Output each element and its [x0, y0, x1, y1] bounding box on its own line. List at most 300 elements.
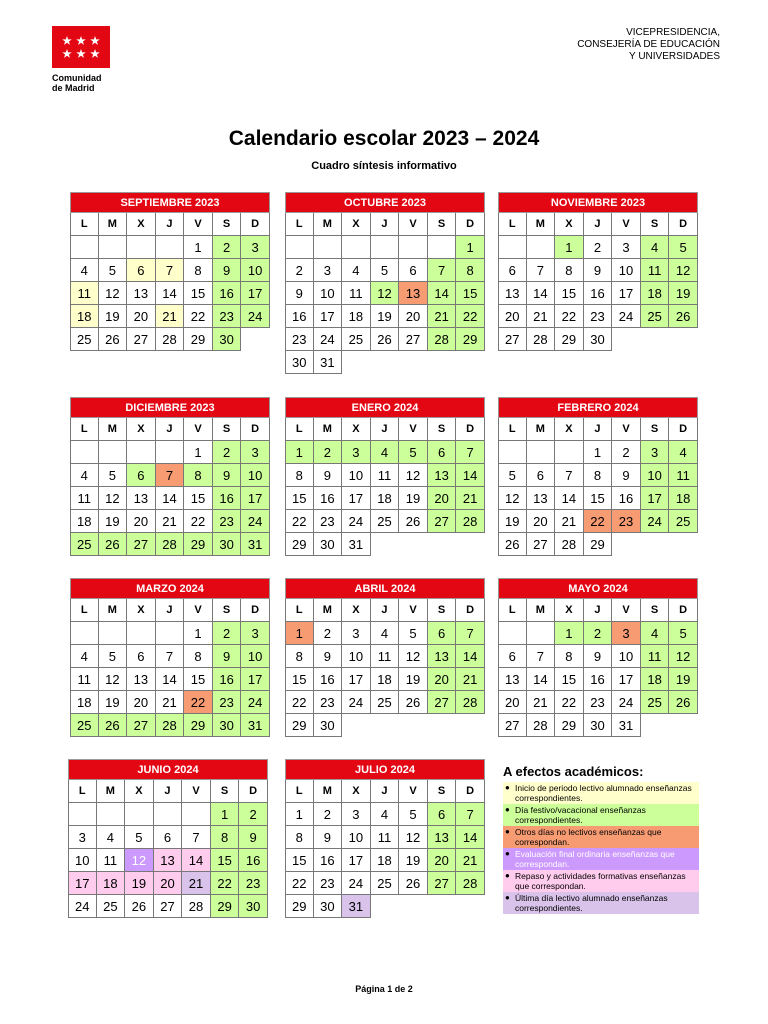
weekday-header: L [68, 780, 97, 803]
empty-cell [314, 236, 343, 259]
day-cell: 1 [555, 236, 584, 259]
day-cell: 16 [239, 849, 268, 872]
day-cell: 11 [641, 645, 670, 668]
weekday-header: S [213, 213, 242, 236]
day-cell: 17 [612, 668, 641, 691]
day-cell: 5 [125, 826, 154, 849]
day-cell: 22 [184, 305, 213, 328]
legend-item [503, 826, 699, 848]
day-cell: 10 [612, 259, 641, 282]
day-cell: 14 [182, 849, 211, 872]
day-cell: 14 [527, 668, 556, 691]
day-cell: 2 [285, 259, 314, 282]
day-cell: 20 [127, 510, 156, 533]
day-cell: 11 [97, 849, 126, 872]
weekday-header: L [70, 418, 99, 441]
weekday-header: V [184, 418, 213, 441]
day-cell: 24 [342, 872, 371, 895]
day-cell: 3 [612, 622, 641, 645]
day-cell: 13 [428, 826, 457, 849]
day-cell: 6 [428, 441, 457, 464]
day-cell: 10 [342, 826, 371, 849]
day-cell: 27 [399, 328, 428, 351]
day-cell: 27 [498, 328, 527, 351]
day-cell: 29 [184, 533, 213, 556]
month-title: MARZO 2024 [70, 578, 270, 599]
weekday-header: L [70, 599, 99, 622]
day-cell: 2 [314, 441, 343, 464]
header-line-1: VICEPRESIDENCIA, [626, 27, 720, 38]
weekday-header: J [156, 213, 185, 236]
day-cell: 18 [641, 282, 670, 305]
day-cell: 19 [498, 510, 527, 533]
day-cell: 6 [399, 259, 428, 282]
month-calendar [285, 192, 485, 374]
day-cell: 24 [342, 691, 371, 714]
day-cell: 16 [612, 487, 641, 510]
day-cell: 28 [456, 872, 485, 895]
weekday-header: D [669, 599, 698, 622]
day-cell: 25 [70, 328, 99, 351]
day-cell: 18 [371, 849, 400, 872]
day-cell: 24 [342, 510, 371, 533]
day-cell: 17 [342, 668, 371, 691]
weekday-header: S [213, 599, 242, 622]
empty-cell [127, 236, 156, 259]
day-cell: 29 [584, 533, 613, 556]
day-cell: 6 [428, 803, 457, 826]
weekday-header: X [127, 418, 156, 441]
day-cell: 19 [99, 305, 128, 328]
day-cell: 11 [70, 668, 99, 691]
day-cell: 26 [371, 328, 400, 351]
day-cell: 6 [428, 622, 457, 645]
day-cell: 3 [68, 826, 97, 849]
month-calendar [498, 192, 698, 351]
month-title: DICIEMBRE 2023 [70, 397, 270, 418]
day-cell: 24 [68, 895, 97, 918]
day-cell: 25 [342, 328, 371, 351]
day-cell: 17 [314, 305, 343, 328]
month-title: OCTUBRE 2023 [285, 192, 485, 213]
day-cell: 2 [612, 441, 641, 464]
day-cell: 12 [399, 826, 428, 849]
day-cell: 15 [555, 282, 584, 305]
weekday-header: M [314, 213, 343, 236]
day-cell: 5 [99, 645, 128, 668]
day-cell: 7 [182, 826, 211, 849]
day-cell: 28 [527, 714, 556, 737]
day-cell: 16 [213, 668, 242, 691]
month-title: SEPTIEMBRE 2023 [70, 192, 270, 213]
day-cell: 31 [241, 533, 270, 556]
day-cell: 26 [125, 895, 154, 918]
weekday-header: V [399, 780, 428, 803]
bullet-icon: ● [505, 827, 510, 836]
day-cell: 21 [156, 691, 185, 714]
day-cell: 2 [213, 236, 242, 259]
day-cell: 23 [213, 510, 242, 533]
day-cell: 13 [498, 668, 527, 691]
day-cell: 27 [428, 691, 457, 714]
day-cell: 10 [342, 464, 371, 487]
day-cell: 29 [285, 533, 314, 556]
bullet-icon: ● [505, 871, 510, 880]
madrid-flag-icon [52, 26, 110, 68]
day-cell: 25 [641, 305, 670, 328]
empty-cell [342, 236, 371, 259]
empty-cell [99, 622, 128, 645]
day-cell: 19 [669, 668, 698, 691]
day-cell: 1 [285, 803, 314, 826]
day-cell: 6 [127, 259, 156, 282]
day-cell: 18 [70, 305, 99, 328]
weekday-header: V [184, 213, 213, 236]
day-cell: 26 [399, 872, 428, 895]
day-cell: 19 [99, 691, 128, 714]
weekday-header: S [641, 418, 670, 441]
day-cell: 15 [555, 668, 584, 691]
day-cell: 8 [456, 259, 485, 282]
day-cell: 26 [498, 533, 527, 556]
day-cell: 20 [498, 691, 527, 714]
day-cell: 5 [669, 622, 698, 645]
day-cell: 23 [285, 328, 314, 351]
weekday-header: V [399, 599, 428, 622]
day-cell: 7 [156, 464, 185, 487]
day-cell: 17 [241, 668, 270, 691]
empty-cell [428, 236, 457, 259]
day-cell: 18 [371, 668, 400, 691]
day-cell: 3 [342, 441, 371, 464]
day-cell: 7 [527, 645, 556, 668]
day-cell: 22 [555, 691, 584, 714]
day-cell: 30 [213, 328, 242, 351]
day-cell: 27 [127, 328, 156, 351]
month-calendar [285, 397, 485, 556]
day-cell: 9 [314, 645, 343, 668]
month-calendar [70, 397, 270, 556]
day-cell: 21 [555, 510, 584, 533]
day-cell: 25 [641, 691, 670, 714]
day-cell: 3 [241, 622, 270, 645]
day-cell: 9 [213, 645, 242, 668]
day-cell: 3 [342, 622, 371, 645]
day-cell: 17 [641, 487, 670, 510]
day-cell: 3 [241, 236, 270, 259]
weekday-header: L [285, 418, 314, 441]
day-cell: 4 [70, 464, 99, 487]
day-cell: 3 [641, 441, 670, 464]
day-cell: 4 [97, 826, 126, 849]
day-cell: 13 [399, 282, 428, 305]
month-title: ABRIL 2024 [285, 578, 485, 599]
day-cell: 14 [555, 487, 584, 510]
day-cell: 30 [314, 533, 343, 556]
weekday-header: D [239, 780, 268, 803]
day-cell: 12 [99, 282, 128, 305]
day-cell: 2 [213, 622, 242, 645]
day-cell: 22 [184, 691, 213, 714]
legend-item-text: Última día lectivo alumnado enseñanzas correspondientes. [515, 893, 668, 913]
day-cell: 18 [70, 691, 99, 714]
day-cell: 3 [342, 803, 371, 826]
day-cell: 15 [211, 849, 240, 872]
day-cell: 30 [584, 328, 613, 351]
page-title: Calendario escolar 2023 – 2024 [228, 127, 540, 150]
day-cell: 13 [127, 668, 156, 691]
day-cell: 27 [527, 533, 556, 556]
day-cell: 18 [342, 305, 371, 328]
day-cell: 24 [612, 691, 641, 714]
day-cell: 29 [285, 895, 314, 918]
legend-title: A efectos académicos: [503, 764, 644, 779]
day-cell: 11 [371, 645, 400, 668]
day-cell: 13 [127, 282, 156, 305]
day-cell: 22 [555, 305, 584, 328]
legend-item [503, 848, 699, 870]
day-cell: 22 [285, 691, 314, 714]
comunidad-madrid-logo [52, 26, 112, 93]
day-cell: 6 [127, 645, 156, 668]
day-cell: 1 [285, 441, 314, 464]
day-cell: 7 [456, 622, 485, 645]
day-cell: 30 [314, 714, 343, 737]
day-cell: 26 [99, 328, 128, 351]
day-cell: 8 [555, 645, 584, 668]
month-calendar [285, 578, 485, 737]
day-cell: 29 [456, 328, 485, 351]
day-cell: 15 [285, 849, 314, 872]
day-cell: 8 [184, 645, 213, 668]
day-cell: 18 [70, 510, 99, 533]
day-cell: 20 [498, 305, 527, 328]
day-cell: 30 [239, 895, 268, 918]
weekday-header: X [342, 780, 371, 803]
day-cell: 5 [371, 259, 400, 282]
weekday-header: X [555, 599, 584, 622]
day-cell: 26 [399, 691, 428, 714]
day-cell: 25 [371, 872, 400, 895]
weekday-header: D [456, 213, 485, 236]
weekday-header: J [584, 213, 613, 236]
day-cell: 20 [428, 487, 457, 510]
weekday-header: M [527, 213, 556, 236]
day-cell: 20 [399, 305, 428, 328]
weekday-header: M [99, 213, 128, 236]
day-cell: 26 [399, 510, 428, 533]
day-cell: 1 [456, 236, 485, 259]
day-cell: 1 [184, 441, 213, 464]
month-days-grid [285, 418, 485, 556]
month-calendar [68, 759, 268, 918]
empty-cell [527, 622, 556, 645]
day-cell: 4 [342, 259, 371, 282]
day-cell: 7 [456, 803, 485, 826]
day-cell: 15 [456, 282, 485, 305]
legend-item [503, 870, 699, 892]
day-cell: 12 [498, 487, 527, 510]
weekday-header: X [342, 599, 371, 622]
day-cell: 11 [342, 282, 371, 305]
empty-cell [127, 622, 156, 645]
empty-cell [156, 441, 185, 464]
day-cell: 2 [213, 441, 242, 464]
empty-cell [70, 236, 99, 259]
weekday-header: X [342, 418, 371, 441]
weekday-header: M [314, 780, 343, 803]
day-cell: 23 [213, 305, 242, 328]
bullet-icon: ● [505, 893, 510, 902]
empty-cell [527, 236, 556, 259]
day-cell: 5 [669, 236, 698, 259]
empty-cell [182, 803, 211, 826]
month-title: MAYO 2024 [498, 578, 698, 599]
day-cell: 10 [241, 645, 270, 668]
day-cell: 3 [314, 259, 343, 282]
day-cell: 23 [314, 510, 343, 533]
day-cell: 17 [342, 487, 371, 510]
day-cell: 27 [498, 714, 527, 737]
month-title: JUNIO 2024 [68, 759, 268, 780]
day-cell: 21 [527, 691, 556, 714]
weekday-header: V [184, 599, 213, 622]
day-cell: 10 [241, 464, 270, 487]
weekday-header: X [555, 213, 584, 236]
weekday-header: L [498, 418, 527, 441]
month-calendar [498, 578, 698, 737]
weekday-header: D [669, 213, 698, 236]
day-cell: 25 [371, 510, 400, 533]
day-cell: 23 [584, 305, 613, 328]
day-cell: 1 [184, 622, 213, 645]
day-cell: 29 [184, 714, 213, 737]
day-cell: 25 [97, 895, 126, 918]
day-cell: 16 [314, 487, 343, 510]
day-cell: 12 [99, 487, 128, 510]
day-cell: 9 [612, 464, 641, 487]
day-cell: 2 [584, 236, 613, 259]
header-line-2: CONSEJERÍA DE EDUCACIÓN [577, 39, 720, 50]
day-cell: 5 [399, 441, 428, 464]
day-cell: 27 [127, 533, 156, 556]
day-cell: 18 [371, 487, 400, 510]
day-cell: 30 [213, 533, 242, 556]
day-cell: 20 [127, 305, 156, 328]
day-cell: 24 [641, 510, 670, 533]
day-cell: 28 [156, 714, 185, 737]
month-days-grid [498, 213, 698, 351]
day-cell: 12 [669, 259, 698, 282]
day-cell: 31 [241, 714, 270, 737]
month-days-grid [68, 780, 268, 918]
day-cell: 23 [584, 691, 613, 714]
day-cell: 13 [127, 487, 156, 510]
day-cell: 11 [70, 282, 99, 305]
weekday-header: V [399, 213, 428, 236]
day-cell: 28 [156, 533, 185, 556]
weekday-header: J [154, 780, 183, 803]
weekday-header: M [314, 599, 343, 622]
day-cell: 25 [70, 714, 99, 737]
legend-item-text: Otros días no lectivos enseñanzas que correspondan. [515, 827, 662, 847]
weekday-header: L [70, 213, 99, 236]
empty-cell [498, 622, 527, 645]
empty-cell [498, 441, 527, 464]
day-cell: 19 [125, 872, 154, 895]
day-cell: 29 [555, 328, 584, 351]
legend-items [503, 782, 699, 914]
day-cell: 2 [314, 803, 343, 826]
empty-cell [99, 441, 128, 464]
empty-cell [527, 441, 556, 464]
day-cell: 4 [641, 622, 670, 645]
day-cell: 4 [371, 441, 400, 464]
day-cell: 15 [184, 668, 213, 691]
day-cell: 21 [156, 305, 185, 328]
empty-cell [498, 236, 527, 259]
day-cell: 28 [428, 328, 457, 351]
month-title: NOVIEMBRE 2023 [498, 192, 698, 213]
weekday-header: L [285, 780, 314, 803]
weekday-header: X [125, 780, 154, 803]
day-cell: 27 [428, 510, 457, 533]
day-cell: 18 [641, 668, 670, 691]
day-cell: 8 [555, 259, 584, 282]
day-cell: 29 [555, 714, 584, 737]
day-cell: 28 [182, 895, 211, 918]
month-title: ENERO 2024 [285, 397, 485, 418]
day-cell: 3 [612, 236, 641, 259]
weekday-header: M [97, 780, 126, 803]
day-cell: 6 [498, 259, 527, 282]
weekday-header: D [456, 599, 485, 622]
day-cell: 2 [239, 803, 268, 826]
weekday-header: J [584, 418, 613, 441]
day-cell: 21 [456, 849, 485, 872]
weekday-header: S [211, 780, 240, 803]
day-cell: 19 [669, 282, 698, 305]
day-cell: 10 [342, 645, 371, 668]
day-cell: 5 [399, 622, 428, 645]
day-cell: 14 [456, 645, 485, 668]
day-cell: 21 [428, 305, 457, 328]
day-cell: 12 [399, 645, 428, 668]
day-cell: 5 [399, 803, 428, 826]
day-cell: 20 [527, 510, 556, 533]
day-cell: 13 [428, 464, 457, 487]
day-cell: 9 [314, 826, 343, 849]
day-cell: 11 [669, 464, 698, 487]
month-days-grid [498, 599, 698, 737]
weekday-header: J [156, 418, 185, 441]
month-days-grid [498, 418, 698, 556]
day-cell: 23 [612, 510, 641, 533]
day-cell: 28 [456, 691, 485, 714]
legend [503, 764, 699, 914]
day-cell: 8 [285, 464, 314, 487]
day-cell: 2 [314, 622, 343, 645]
day-cell: 22 [584, 510, 613, 533]
day-cell: 12 [669, 645, 698, 668]
empty-cell [371, 236, 400, 259]
day-cell: 9 [213, 259, 242, 282]
day-cell: 12 [125, 849, 154, 872]
day-cell: 30 [285, 351, 314, 374]
day-cell: 11 [70, 487, 99, 510]
day-cell: 6 [154, 826, 183, 849]
day-cell: 28 [456, 510, 485, 533]
